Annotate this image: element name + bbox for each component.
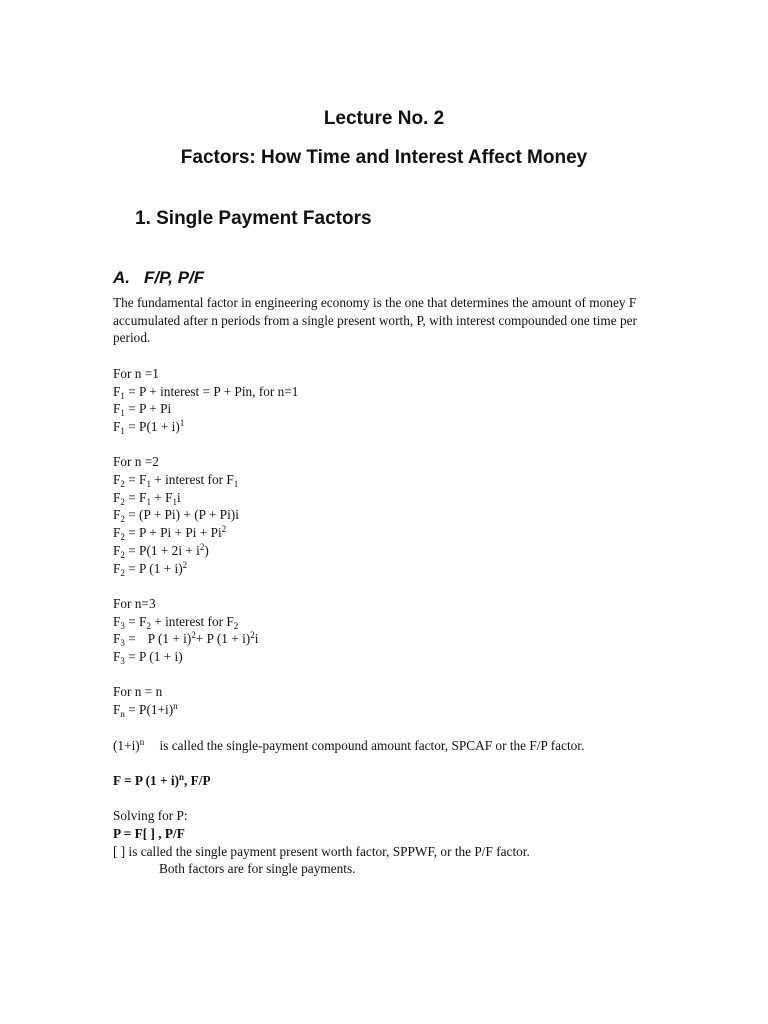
lecture-number: Lecture No. 2 <box>323 108 445 129</box>
n1-label: For n =1 <box>113 365 159 381</box>
n3-equation-3: $F_3 = P$ (1 + i) <box>113 649 183 667</box>
section-heading: 1. Single Payment Factors <box>135 208 372 229</box>
solve-label: Solving for P: <box>113 808 188 824</box>
n1-equation-2: $F_1 = P + Pi$ <box>113 401 172 419</box>
n2-equation-6: $F_2 = P$ $(1 + i)^2$ <box>113 559 188 578</box>
n3-equation-1: $F_3 = F_2$ + interest for $F_2$ <box>113 613 239 631</box>
n2-label: For n =2 <box>113 454 159 470</box>
n2-equation-4: $F_2 = P + Pi + Pi + Pi^2$ <box>113 524 227 543</box>
n1-equation-1: $F_1 = P$ + interest = P + Pin, for n=1 <box>113 383 299 401</box>
intro-paragraph: The fundamental factor in engineering economy is the one that determines the amount of money F accumulated after n periods from a single present worth, P, with interest compounded one time per period. <box>113 295 637 346</box>
document-body <box>113 294 673 878</box>
n2-equation-3: $F_2 = (P + Pi) + (P + Pi)i$ <box>113 507 239 525</box>
subsection-heading <box>113 268 204 288</box>
n2-equation-1: $F_2 = F_1$ + interest for $F_1$ <box>113 472 239 489</box>
n3-label: For n=3 <box>113 595 156 611</box>
n3-equation-2: $F_3 = P$ $(1 + i)^2+ P$ $(1 + i)^2i$ <box>113 630 259 649</box>
subsection-title: F/P, P/F <box>144 268 205 287</box>
lecture-title: Factors: How Time and Interest Affect Money <box>180 147 588 168</box>
sppwf-statement: [ ] is called the single payment present worth factor, SPPWF, or the P/F factor. <box>113 843 530 859</box>
spcaf-statement: $(1+i)^n$ is called the single-payment compound amount factor, SPCAF or the F/P factor. <box>113 736 585 753</box>
n2-equation-2: $F_2 = F_1 + F_1i$ <box>113 489 181 507</box>
n2-equation-5: $F_2 = P(1 + 2i + i^2)$ <box>113 541 209 560</box>
n1-equation-3: $F_1 = P(1 + i)^1$ <box>113 417 185 436</box>
subsection-label: A. <box>113 268 130 287</box>
nn-equation-1: $F_n = P(1+i)^n$ <box>113 701 178 720</box>
nn-label: For n = n <box>113 684 163 700</box>
formula-fp: F = P $(1 + i)^n$, F/P <box>113 771 211 788</box>
factors-note: Both factors are for single payments. <box>159 861 356 877</box>
formula-pf: P = F[ ] , P/F <box>113 825 185 841</box>
